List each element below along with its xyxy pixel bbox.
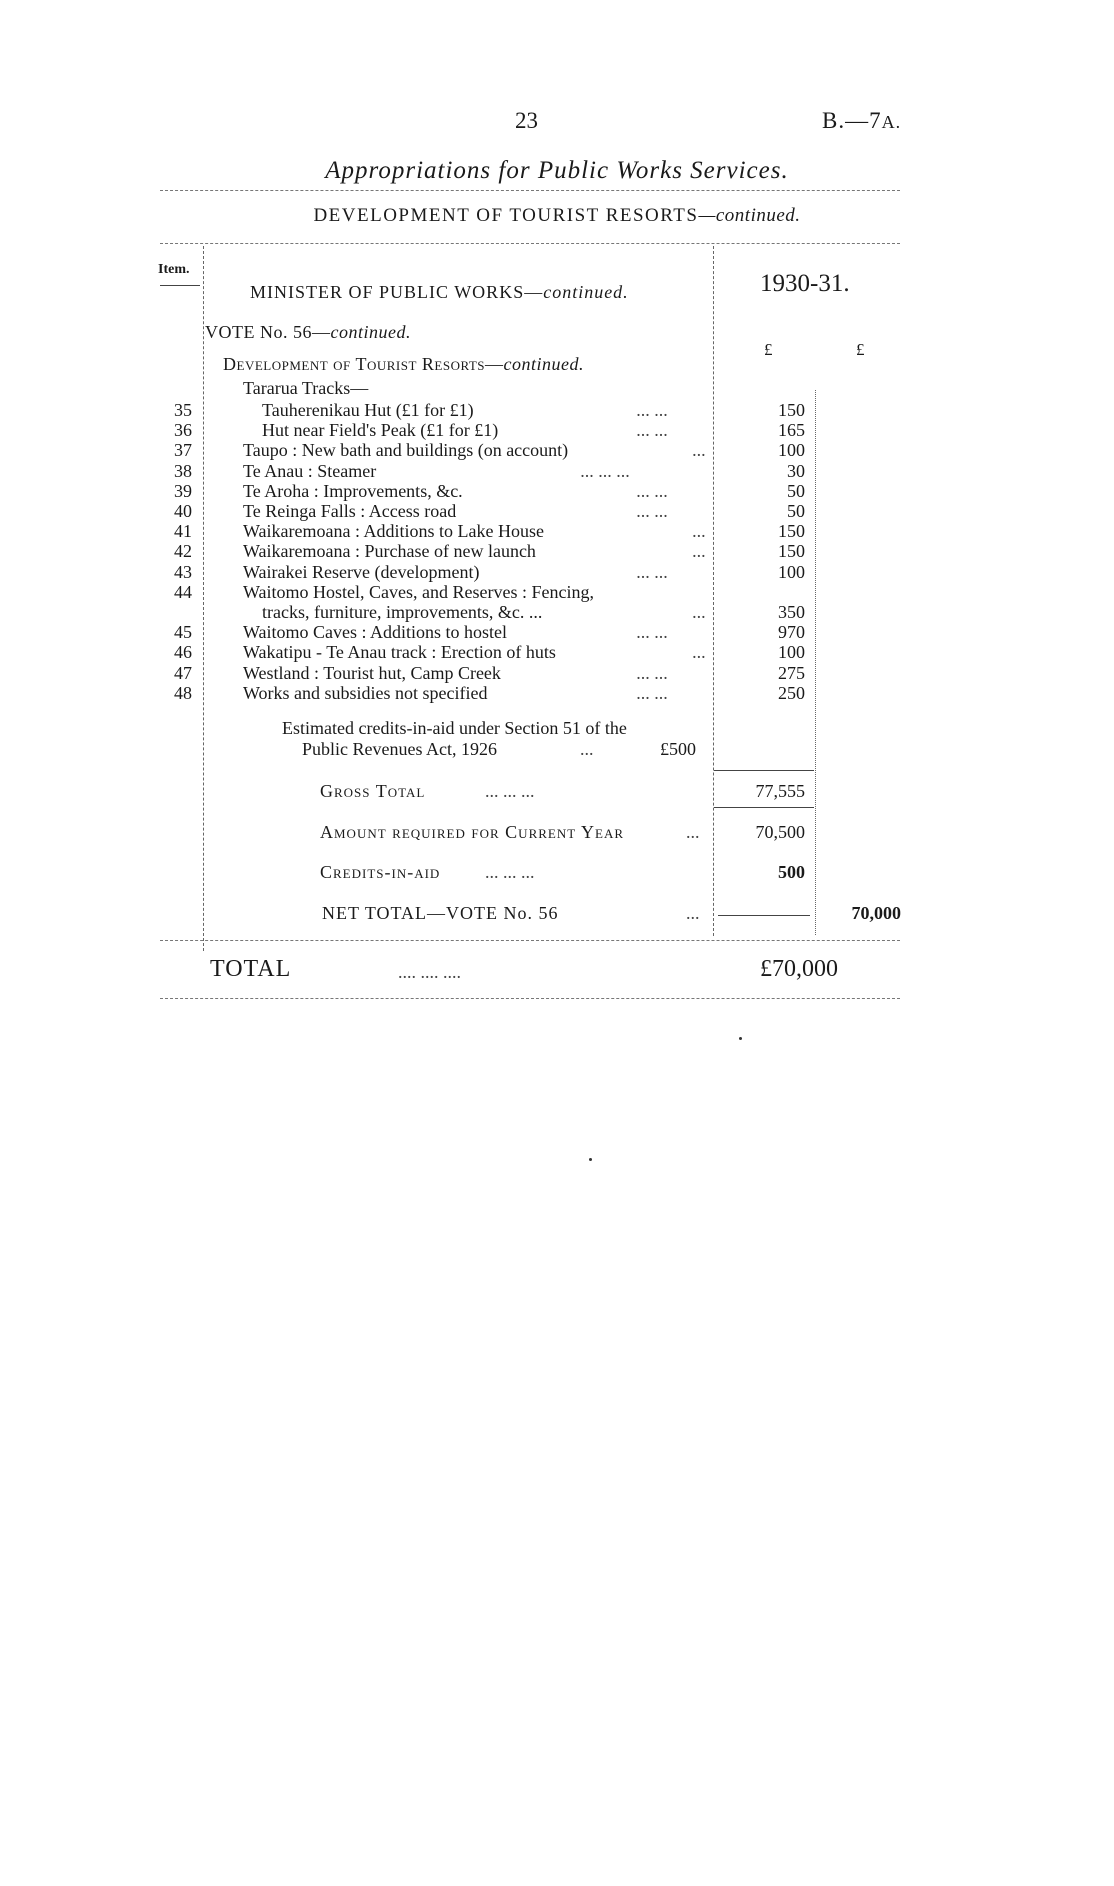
leader-dots: ... ... — [636, 662, 668, 683]
table-row — [0, 440, 1114, 460]
subtitle-main: DEVELOPMENT OF TOURIST RESORTS — [313, 205, 699, 226]
item-amount: 970 — [778, 622, 805, 643]
grand-total-value: £70,000 — [760, 956, 838, 982]
year-heading: 1930-31. — [760, 270, 850, 297]
item-description: Works and subsidies not specified — [243, 682, 488, 703]
section-subtitle — [0, 205, 1114, 227]
page-number: 23 — [515, 108, 538, 133]
leader-dots: ... ... — [636, 682, 668, 703]
table-bottom-rule — [160, 940, 900, 941]
leader-dots: ... ... ... — [580, 460, 630, 481]
item-description: Te Aroha : Improvements, &c. — [243, 480, 463, 501]
leader-dots: ... ... — [636, 561, 668, 582]
item-amount: 50 — [787, 501, 805, 521]
leader-dots: ... ... — [636, 622, 668, 643]
scan-speck — [739, 1037, 742, 1040]
table-top-rule — [160, 243, 900, 244]
item-number: 37 — [174, 440, 192, 461]
total-bottom-rule — [160, 998, 900, 999]
leader-dots: ... — [692, 642, 706, 663]
table-row — [0, 562, 1114, 582]
section-label: Development of Tourist Resorts— — [223, 354, 504, 374]
item-number: 36 — [174, 420, 192, 441]
item-amount: 50 — [787, 480, 805, 501]
gross-total-rule — [714, 770, 814, 771]
leader-dots: ... — [692, 521, 706, 542]
item-amount: 350 — [778, 602, 805, 622]
document-reference — [822, 108, 901, 134]
section-heading — [223, 354, 584, 375]
group-heading: Tararua Tracks— — [243, 378, 369, 398]
item-number: 40 — [174, 501, 192, 521]
item-amount: 100 — [778, 642, 805, 663]
net-total-dash — [718, 915, 810, 916]
item-number: 45 — [174, 622, 192, 643]
table-row — [0, 582, 1114, 602]
item-amount: 250 — [778, 682, 805, 703]
item-description: Te Anau : Steamer — [243, 460, 377, 481]
table-row — [0, 683, 1114, 703]
leader-dots: ... — [692, 602, 706, 622]
credits-note-line1: Estimated credits-in-aid under Section 51 of the — [282, 718, 627, 738]
amount-required-dots: ... — [686, 822, 700, 842]
item-amount: 30 — [787, 460, 805, 481]
net-total-label: NET TOTAL—VOTE No. 56 — [322, 903, 559, 923]
scan-speck — [589, 1158, 592, 1161]
item-number: 47 — [174, 662, 192, 683]
item-amount: 150 — [778, 521, 805, 542]
subtitle-continued: —continued. — [698, 205, 801, 226]
item-number: 42 — [174, 541, 192, 562]
table-row — [0, 602, 1114, 622]
doc-ref-suffix: A. — [881, 112, 902, 132]
gross-total-dots: ... ... ... — [485, 781, 535, 801]
table-row — [0, 622, 1114, 642]
item-description: Te Reinga Falls : Access road — [243, 501, 457, 521]
amount-required-value: 70,500 — [755, 822, 805, 842]
item-description: Wakatipu - Te Anau track : Erection of huts — [243, 642, 556, 663]
table-row — [0, 461, 1114, 481]
vote-label: VOTE No. 56— — [205, 322, 331, 342]
item-description: Waikaremoana : Additions to Lake House — [243, 521, 544, 542]
item-amount: 150 — [778, 541, 805, 562]
item-number: 38 — [174, 460, 192, 481]
net-total-row — [322, 903, 559, 924]
section-continued: continued. — [503, 354, 585, 374]
item-amount: 275 — [778, 662, 805, 683]
page-title: Appropriations for Public Works Services. — [325, 157, 789, 184]
gross-total-row — [320, 781, 425, 802]
item-description: tracks, furniture, improvements, &c. ... — [262, 602, 543, 622]
item-number: 39 — [174, 480, 192, 501]
item-amount: 100 — [778, 440, 805, 461]
credits-in-aid-label: Credits-in-aid — [320, 862, 441, 882]
currency-symbol-1: £ — [764, 340, 773, 359]
minister-label: MINISTER OF PUBLIC WORKS— — [250, 282, 544, 302]
item-description: Taupo : New bath and buildings (on account) — [243, 440, 569, 461]
table-row — [0, 663, 1114, 683]
gross-total-label: Gross Total — [320, 781, 426, 801]
amount-required-label: Amount required for Current Year — [320, 822, 625, 842]
item-number: 43 — [174, 561, 192, 582]
grand-total-label: TOTAL — [210, 956, 292, 982]
item-header-rule — [160, 285, 200, 286]
item-number: 48 — [174, 682, 192, 703]
gross-total-value: 77,555 — [755, 781, 805, 801]
credits-in-aid-dots: ... ... ... — [485, 862, 535, 882]
leader-dots: ... ... — [636, 501, 668, 521]
credits-note-amount: £500 — [660, 739, 696, 759]
leader-dots: ... ... — [636, 400, 668, 420]
item-number: 41 — [174, 521, 192, 542]
table-row — [0, 420, 1114, 440]
item-description: Waitomo Caves : Additions to hostel — [243, 622, 508, 643]
table-row — [0, 501, 1114, 521]
grand-total-dots: .... .... .... — [398, 962, 461, 982]
table-row — [0, 400, 1114, 420]
item-number: 46 — [174, 642, 192, 663]
amount-required-row — [320, 822, 624, 843]
item-description: Wairakei Reserve (development) — [243, 561, 480, 582]
minister-heading — [250, 282, 629, 303]
item-amount: 165 — [778, 420, 805, 441]
table-row — [0, 642, 1114, 662]
item-description: Hut near Field's Peak (£1 for £1) — [262, 420, 499, 441]
leader-dots: ... — [692, 541, 706, 562]
title-rule — [160, 190, 900, 191]
item-column-header: Item. — [158, 262, 190, 277]
item-number: 44 — [174, 581, 192, 602]
item-description: Tauherenikau Hut (£1 for £1) — [262, 400, 474, 420]
table-row — [0, 541, 1114, 561]
item-number: 35 — [174, 400, 192, 420]
currency-symbol-2: £ — [856, 340, 865, 359]
net-total-value: 70,000 — [851, 903, 901, 923]
item-description: Waitomo Hostel, Caves, and Reserves : Fencing, — [243, 581, 594, 602]
item-amount: 150 — [778, 400, 805, 420]
gross-total-under-rule — [714, 807, 814, 808]
credits-note-line2: Public Revenues Act, 1926 — [302, 739, 497, 759]
table-row — [0, 521, 1114, 541]
vote-continued: continued. — [330, 322, 411, 342]
credits-in-aid-row — [320, 862, 440, 883]
minister-continued: continued. — [543, 282, 629, 302]
item-amount: 100 — [778, 561, 805, 582]
leader-dots: ... — [692, 440, 706, 461]
item-description: Westland : Tourist hut, Camp Creek — [243, 662, 501, 683]
credits-in-aid-value: 500 — [778, 862, 805, 882]
net-total-dots: ... — [686, 903, 700, 923]
credits-note-dots: ... — [580, 739, 594, 759]
doc-ref-main: B.—7 — [822, 108, 882, 133]
leader-dots: ... ... — [636, 420, 668, 441]
item-description: Waikaremoana : Purchase of new launch — [243, 541, 536, 562]
leader-dots: ... ... — [636, 480, 668, 501]
vote-heading — [205, 322, 411, 343]
table-row — [0, 481, 1114, 501]
